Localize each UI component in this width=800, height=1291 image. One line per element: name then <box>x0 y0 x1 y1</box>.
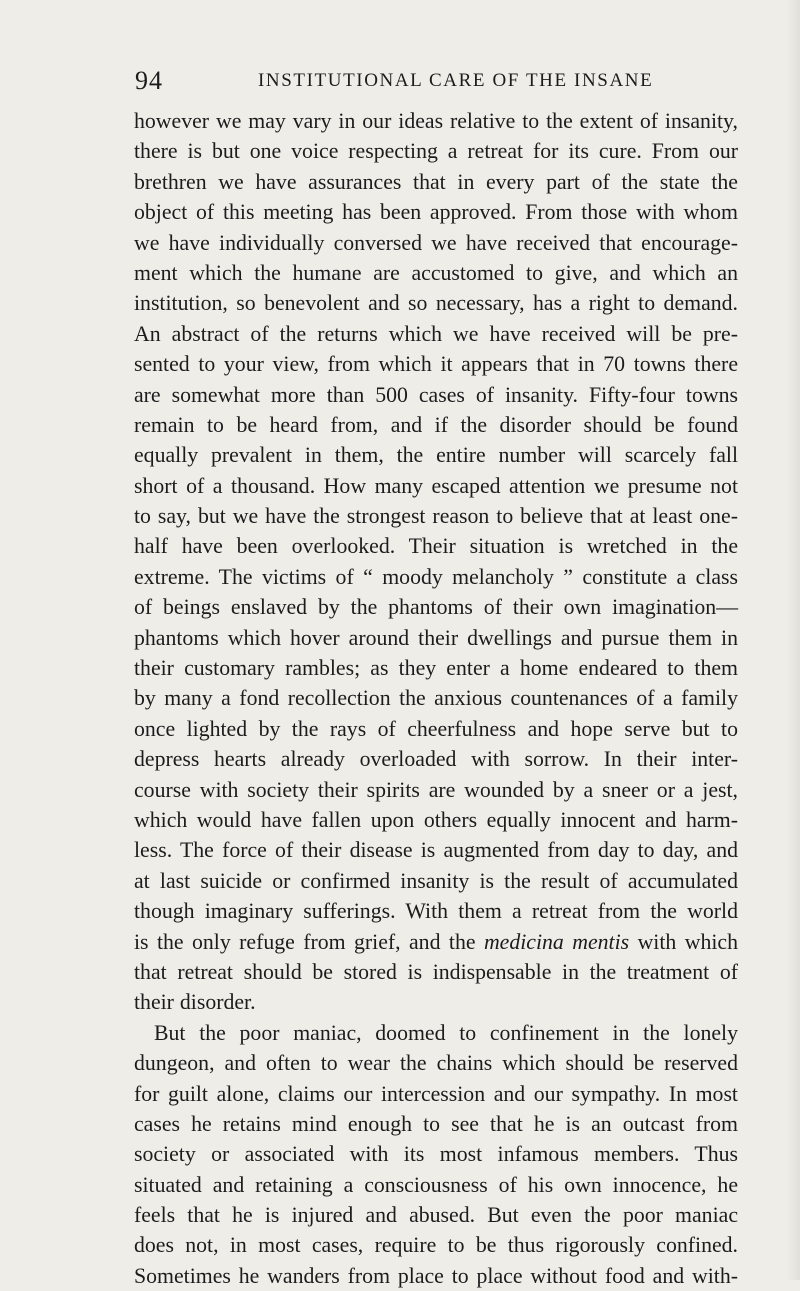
text-line: at last suicide or confirmed insanity is the result of accumulated <box>134 868 738 893</box>
text-line: short of a thousand. How many escaped attention we presume not <box>134 473 738 498</box>
text-line: once lighted by the rays of cheerfulness and hope serve but to <box>134 716 738 741</box>
text-line: less. The force of their disease is augmented from day to day, and <box>134 838 738 863</box>
page-header <box>135 66 735 106</box>
text-line: course with society their spirits are wounded by a sneer or a jest, <box>134 777 738 802</box>
text-line: phantoms which hover around their dwellings and pursue them in <box>134 625 738 650</box>
text-line: however we may vary in our ideas relative to the extent of insanity, <box>134 109 738 133</box>
text-line: to say, but we have the strongest reason to believe that at least one- <box>134 504 738 529</box>
text-line: equally prevalent in them, the entire number will scarcely fall <box>134 443 738 468</box>
text-segment: with which <box>629 929 738 954</box>
italic-phrase: medicina mentis <box>483 929 630 954</box>
text-line: though imaginary sufferings. With them a retreat from the world <box>134 899 738 924</box>
text-line: of beings enslaved by the phantoms of their own imagination— <box>134 595 738 620</box>
text-line-with-italic <box>134 927 738 957</box>
page-number: 94 <box>135 66 163 95</box>
text-line: half have been overlooked. Their situation is wretched in the <box>134 534 738 559</box>
text-line: are somewhat more than 500 cases of insanity. Fifty-four towns <box>134 382 738 407</box>
text-line: society or associated with its most infamous members. Thus <box>134 1142 738 1167</box>
text-line: their disorder. <box>134 990 256 1015</box>
text-line: remain to be heard from, and if the disorder should be found <box>134 412 738 437</box>
text-line: depress hearts already overloaded with sorrow. In their inter- <box>134 747 738 772</box>
text-line: that retreat should be stored is indispensable in the treatment of <box>134 959 738 984</box>
text-line: we have individually conversed we have received that encourage- <box>134 230 738 255</box>
text-line: brethren we have assurances that in every part of the state the <box>134 169 738 194</box>
paragraph-start-line: But the poor maniac, doomed to confinement in the lonely <box>154 1020 738 1045</box>
text-line: situated and retaining a consciousness of his own innocence, he <box>134 1172 738 1197</box>
text-line: there is but one voice respecting a retreat for its cure. From our <box>134 139 738 164</box>
running-head: INSTITUTIONAL CARE OF THE INSANE <box>258 70 654 91</box>
text-line: sented to your view, from which it appears that in 70 towns there <box>134 352 738 377</box>
text-line: ment which the humane are accustomed to give, and which an <box>134 260 738 285</box>
text-line: institution, so benevolent and so necessary, has a right to demand. <box>134 291 738 316</box>
text-line: An abstract of the returns which we have received will be pre- <box>134 321 738 346</box>
text-line: their customary rambles; as they enter a home endeared to them <box>134 656 738 681</box>
text-line: feels that he is injured and abused. But even the poor maniac <box>134 1203 738 1228</box>
text-line: which would have fallen upon others equally innocent and harm- <box>134 807 738 832</box>
text-line: for guilt alone, claims our intercession and our sympathy. In most <box>134 1081 738 1106</box>
page-edge-shadow <box>786 0 800 1280</box>
text-line: by many a fond recollection the anxious countenances of a family <box>134 686 738 711</box>
text-line: object of this meeting has been approved. From those with whom <box>134 200 738 225</box>
text-line: extreme. The victims of “ moody melancholy ” constitute a class <box>134 564 738 589</box>
text-line: does not, in most cases, require to be thus rigorously confined. <box>134 1233 738 1258</box>
text-line: Sometimes he wanders from place to place without food and with- <box>134 1263 738 1288</box>
body-text <box>134 106 738 1291</box>
text-line: cases he retains mind enough to see that he is an outcast from <box>134 1111 738 1136</box>
text-segment: is the only refuge from grief, and the <box>134 929 484 954</box>
text-line: dungeon, and often to wear the chains which should be reserved <box>134 1051 738 1076</box>
